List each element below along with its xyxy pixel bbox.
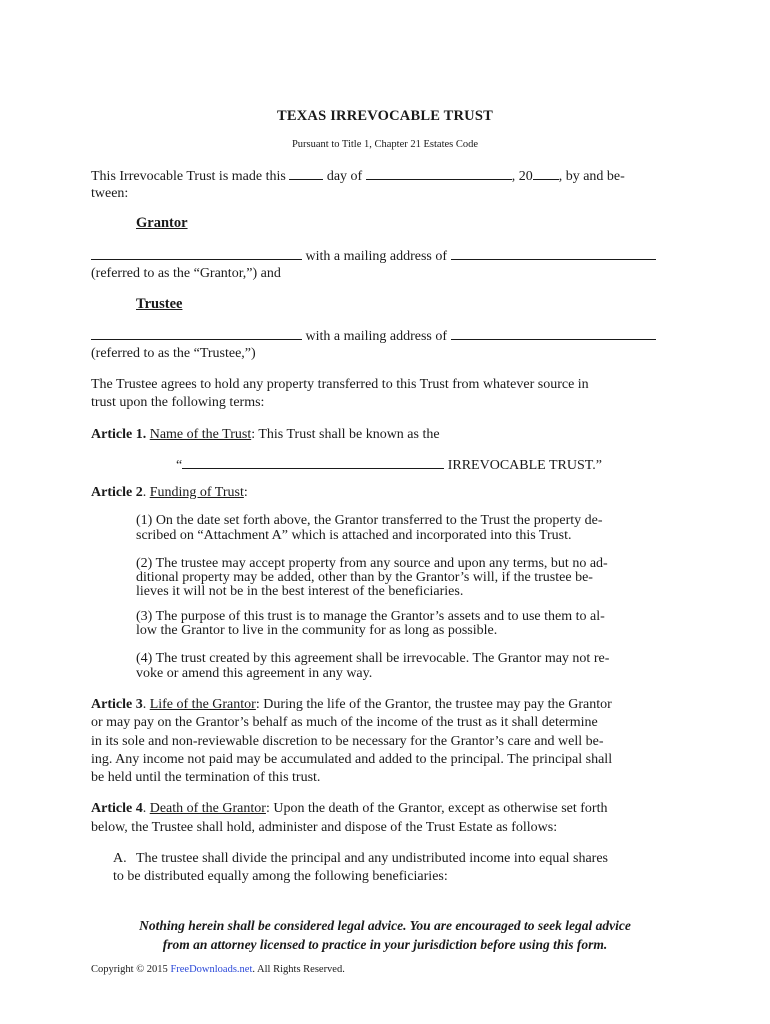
intro-text-a: This Irrevocable Trust is made this: [91, 169, 286, 184]
article-2-label: Article 2: [91, 485, 143, 500]
funding-item-1-line-1: (1) On the date set forth above, the Grantor transferred to the Trust the property de-: [136, 513, 603, 528]
copyright-line: [91, 964, 345, 975]
agreement-line-2: trust upon the following terms:: [91, 395, 265, 410]
copyright-text-a: Copyright © 2015: [91, 964, 171, 975]
item-a-line-1: The trustee shall divide the principal and any undistributed income into equal shares: [136, 851, 608, 866]
article-3-line-2: or may pay on the Grantor’s behalf as much of the income of the trust as it shall determine: [91, 715, 598, 730]
article-2-colon: :: [243, 485, 248, 500]
intro-text-b: day of: [326, 169, 363, 184]
article-1: [91, 426, 440, 444]
trust-name-blank: [182, 456, 444, 469]
grantor-mailing-text: with a mailing address of: [305, 249, 448, 264]
grantor-address-line: [91, 247, 656, 266]
disclaimer-line-2: from an attorney licensed to practice in your jurisdiction before using this form.: [162, 937, 608, 952]
month-blank: [366, 167, 512, 180]
disclaimer-line-1: Nothing herein shall be considered legal advice. You are encouraged to seek legal advice: [139, 918, 631, 933]
grantor-name-blank: [91, 247, 302, 260]
intro-line-1: [91, 167, 625, 186]
article-4-text-1: : Upon the death of the Grantor, except as otherwise set forth: [265, 801, 608, 816]
document-title: TEXAS IRREVOCABLE TRUST: [277, 108, 493, 124]
funding-item-4-line-2: voke or amend this agreement in any way.: [136, 666, 373, 681]
article-4-label: Article 4: [91, 801, 143, 816]
article-2: Article 2. Funding of Trust:: [91, 485, 248, 500]
year-blank: [533, 167, 559, 180]
funding-item-4-line-1: (4) The trust created by this agreement shall be irrevocable. The Grantor may not re-: [136, 651, 610, 666]
grantor-reference: (referred to as the “Grantor,”) and: [91, 266, 281, 281]
article-3-text-1: : During the life of the Grantor, the trustee may pay the Grantor: [255, 697, 612, 712]
intro-text-c: , 20: [511, 169, 533, 184]
trustee-address-blank: [451, 327, 656, 340]
grantor-address-blank: [451, 247, 656, 260]
funding-item-2-line-3: lieves it will not be in the best interest of the beneficiaries.: [136, 584, 464, 599]
trustee-heading: Trustee: [136, 296, 183, 312]
article-3-label: Article 3: [91, 697, 143, 712]
item-a-line-2: to be distributed equally among the following beneficiaries:: [113, 869, 448, 884]
intro-line-2: tween:: [91, 186, 129, 201]
trustee-mailing-text: with a mailing address of: [305, 329, 448, 344]
funding-item-3-line-1: (3) The purpose of this trust is to manage the Grantor’s assets and to use them to al-: [136, 609, 605, 624]
trustee-reference: (referred to as the “Trustee,”): [91, 346, 256, 361]
article-4-line-2: below, the Trustee shall hold, administer and dispose of the Trust Estate as follows:: [91, 820, 558, 835]
copyright-link[interactable]: FreeDownloads.net: [170, 964, 253, 975]
article-3-line-4: ing. Any income not paid may be accumulated and added to the principal. The principal shall: [91, 752, 613, 767]
funding-item-2-line-1: (2) The trustee may accept property from any source and upon any terms, but no ad-: [136, 556, 608, 571]
article-2-title: Funding of Trust: [149, 485, 244, 500]
trust-name-open-quote: “: [176, 458, 183, 473]
article-1-label: Article 1.: [91, 427, 147, 442]
trust-name-suffix: IRREVOCABLE TRUST.”: [447, 458, 602, 473]
document-subtitle: Pursuant to Title 1, Chapter 21 Estates Code: [291, 139, 479, 150]
article-1-text: : This Trust shall be known as the: [251, 427, 440, 442]
article-3-title: Life of the Grantor: [149, 697, 256, 712]
copyright-text-b: . All Rights Reserved.: [252, 964, 345, 975]
funding-item-3-line-2: low the Grantor to live in the community for as long as possible.: [136, 623, 498, 638]
item-a-label: A.: [113, 851, 127, 866]
article-3-line-5: be held until the termination of this trust.: [91, 770, 321, 785]
article-4-title: Death of the Grantor: [149, 801, 266, 816]
day-blank: [289, 167, 323, 180]
article-4-line-1: Article 4. Death of the Grantor: Upon the death of the Grantor, except as otherwise set forth: [91, 801, 608, 816]
article-3-line-1: Article 3. Life of the Grantor: During the life of the Grantor, the trustee may pay the Grantor: [91, 697, 612, 712]
agreement-line-1: The Trustee agrees to hold any property transferred to this Trust from whatever source in: [91, 377, 589, 392]
intro-text-d: , by and be-: [558, 169, 625, 184]
funding-item-1-line-2: scribed on “Attachment A” which is attached and incorporated into this Trust.: [136, 528, 572, 543]
trust-name-line: [176, 456, 602, 475]
trustee-name-blank: [91, 327, 302, 340]
trustee-address-line: [91, 327, 656, 346]
article-3-line-3: in its sole and non-reviewable discretion to be necessary for the Grantor’s care and well be-: [91, 734, 604, 749]
article-1-title: Name of the Trust: [149, 427, 252, 442]
grantor-heading: Grantor: [136, 215, 188, 231]
funding-item-2-line-2: ditional property may be added, other than by the Grantor’s will, if the trustee be-: [136, 570, 593, 585]
